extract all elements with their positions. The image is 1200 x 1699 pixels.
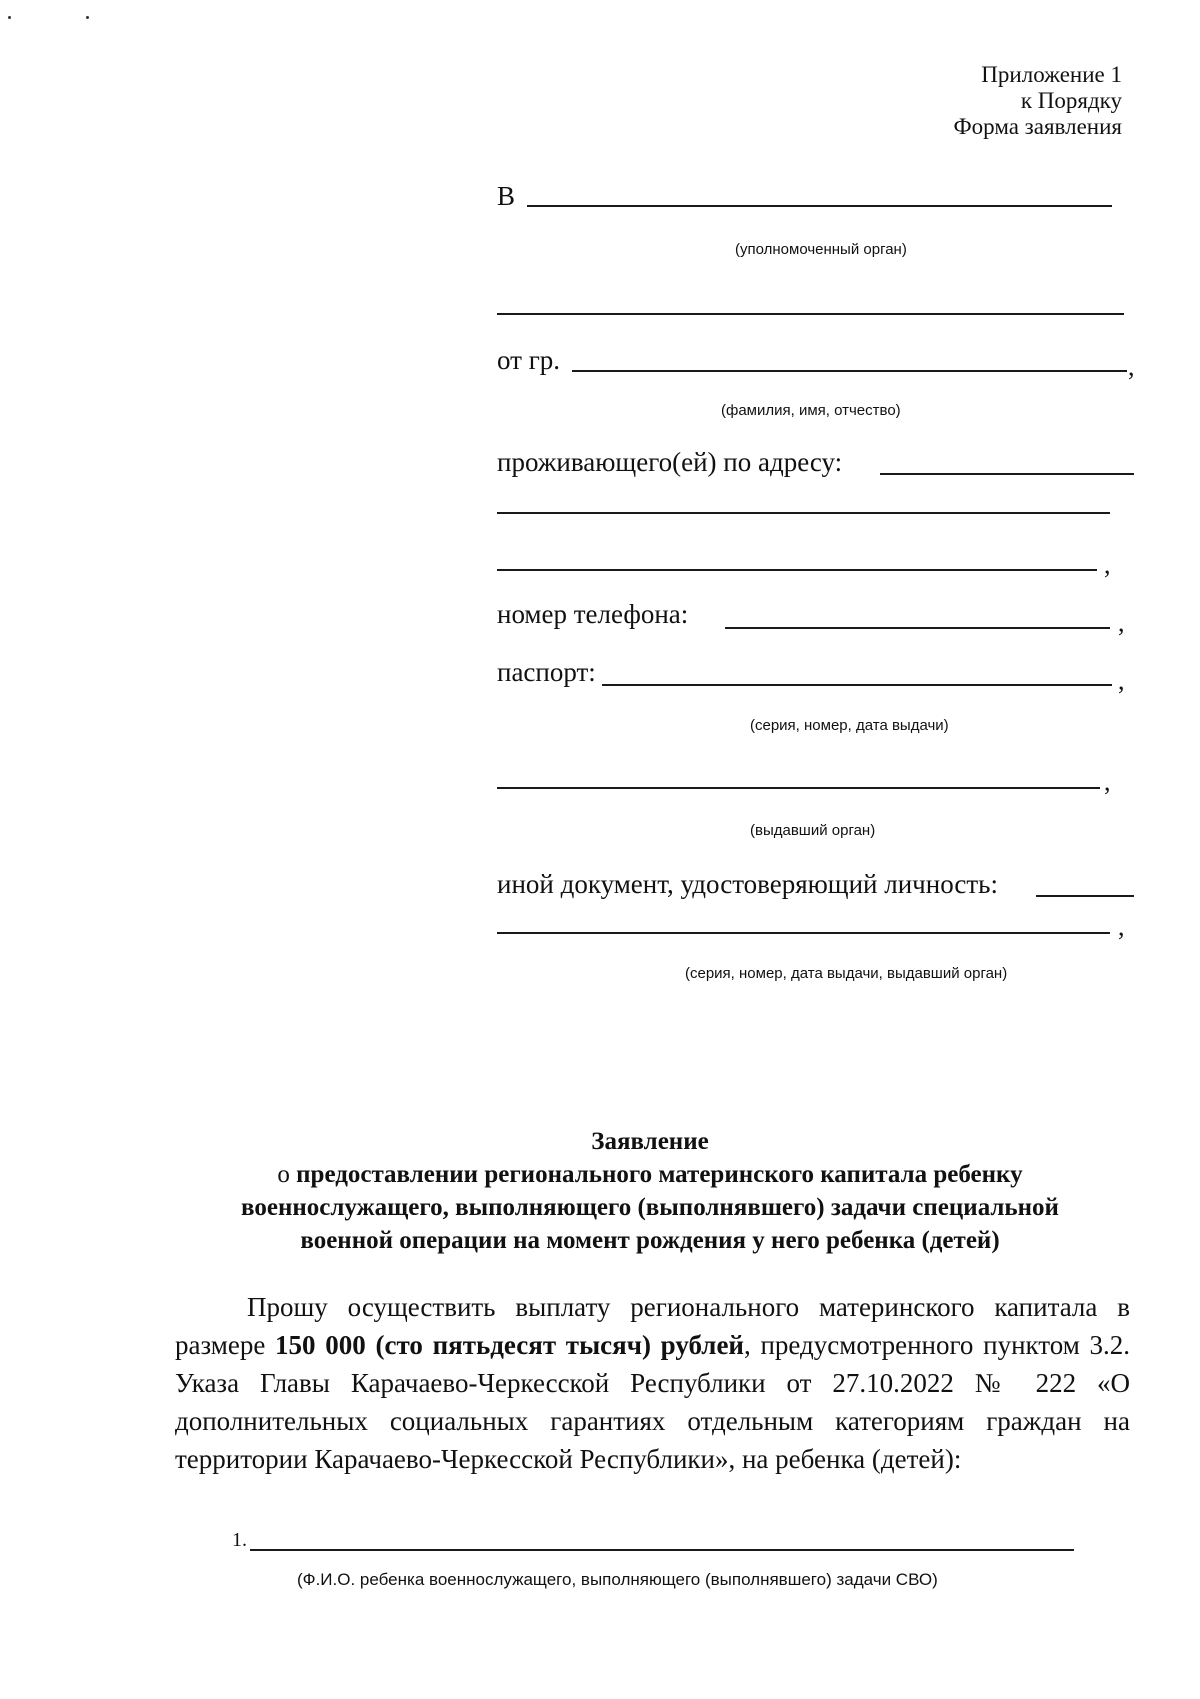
issuer-field[interactable]: [497, 787, 1100, 789]
scan-speck: [8, 16, 11, 19]
to-prefix: В: [497, 181, 516, 211]
other-document-caption: (серия, номер, дата выдачи, выдавший орган): [685, 965, 1008, 982]
scan-speck: [86, 16, 89, 19]
phone-field[interactable]: [725, 627, 1110, 629]
address-field-2[interactable]: [497, 512, 1110, 514]
phone-label: номер телефона:: [497, 599, 689, 629]
to-authority-field-2[interactable]: [497, 313, 1124, 315]
passport-field[interactable]: [602, 684, 1112, 686]
comma: ,: [1128, 352, 1135, 381]
statement-body-part-1: Прошу осуществить выплату регионального материнского капитала в размере: [175, 1292, 1130, 1360]
statement-subtitle-line-1: [100, 1158, 1200, 1191]
applicant-name-caption: (фамилия, имя, отчество): [721, 402, 901, 419]
to-authority-caption: (уполномоченный орган): [735, 241, 907, 258]
from-prefix: от гр.: [497, 345, 561, 375]
issuer-caption: (выдавший орган): [750, 822, 876, 839]
statement-subtitle: [100, 1158, 1200, 1257]
other-document-label: иной документ, удостоверяющий личность:: [497, 869, 998, 899]
child-name-field-1[interactable]: [250, 1549, 1074, 1551]
statement-subtitle-prefix: о: [277, 1161, 297, 1188]
child-item-number: 1.: [232, 1529, 247, 1551]
statement-body-part-2: , предусмотренного пунктом 3.2. Указа Главы Карачаево-Черкесской Республики от 27.10.2022 № 222 «О дополнительных социальных гарантиях отдельным категориям граждан на территории Карачаево-Черкесской Республики», на ребенка (детей):: [175, 1330, 1131, 1474]
statement-title: Заявление: [591, 1128, 709, 1155]
comma: ,: [1104, 550, 1111, 579]
other-document-field-1[interactable]: [1036, 895, 1134, 897]
statement-subtitle-line-3: военной операции на момент рождения у него ребенка (детей): [300, 1227, 1000, 1254]
appendix-line-1: Приложение 1: [981, 62, 1122, 87]
comma: ,: [1118, 608, 1125, 637]
child-name-caption: (Ф.И.О. ребенка военнослужащего, выполняющего (выполнявшего) задачи СВО): [297, 1570, 938, 1589]
passport-caption: (серия, номер, дата выдачи): [750, 717, 949, 734]
other-document-field-2[interactable]: [497, 932, 1110, 934]
to-authority-field[interactable]: [527, 205, 1112, 207]
statement-subtitle-line-2: военнослужащего, выполняющего (выполнявшего) задачи специальной: [241, 1194, 1059, 1221]
statement-amount: 150 000 (сто пятьдесят тысяч) рублей: [275, 1330, 744, 1360]
address-label: проживающего(ей) по адресу:: [497, 447, 843, 477]
comma: ,: [1118, 912, 1125, 941]
comma: ,: [1104, 767, 1111, 796]
passport-label: паспорт:: [497, 657, 596, 687]
statement-body: [175, 1288, 1130, 1478]
appendix-line-3: Форма заявления: [953, 114, 1122, 139]
appendix-line-2: к Порядку: [1020, 88, 1122, 113]
appendix-header: [722, 62, 1122, 140]
statement-subtitle-bold-1: предоставлении регионального материнского капитала ребенку: [296, 1161, 1023, 1188]
comma: ,: [1118, 666, 1125, 695]
address-field-1[interactable]: [880, 473, 1134, 475]
applicant-name-field[interactable]: [572, 370, 1127, 372]
address-field-3[interactable]: [497, 569, 1097, 571]
